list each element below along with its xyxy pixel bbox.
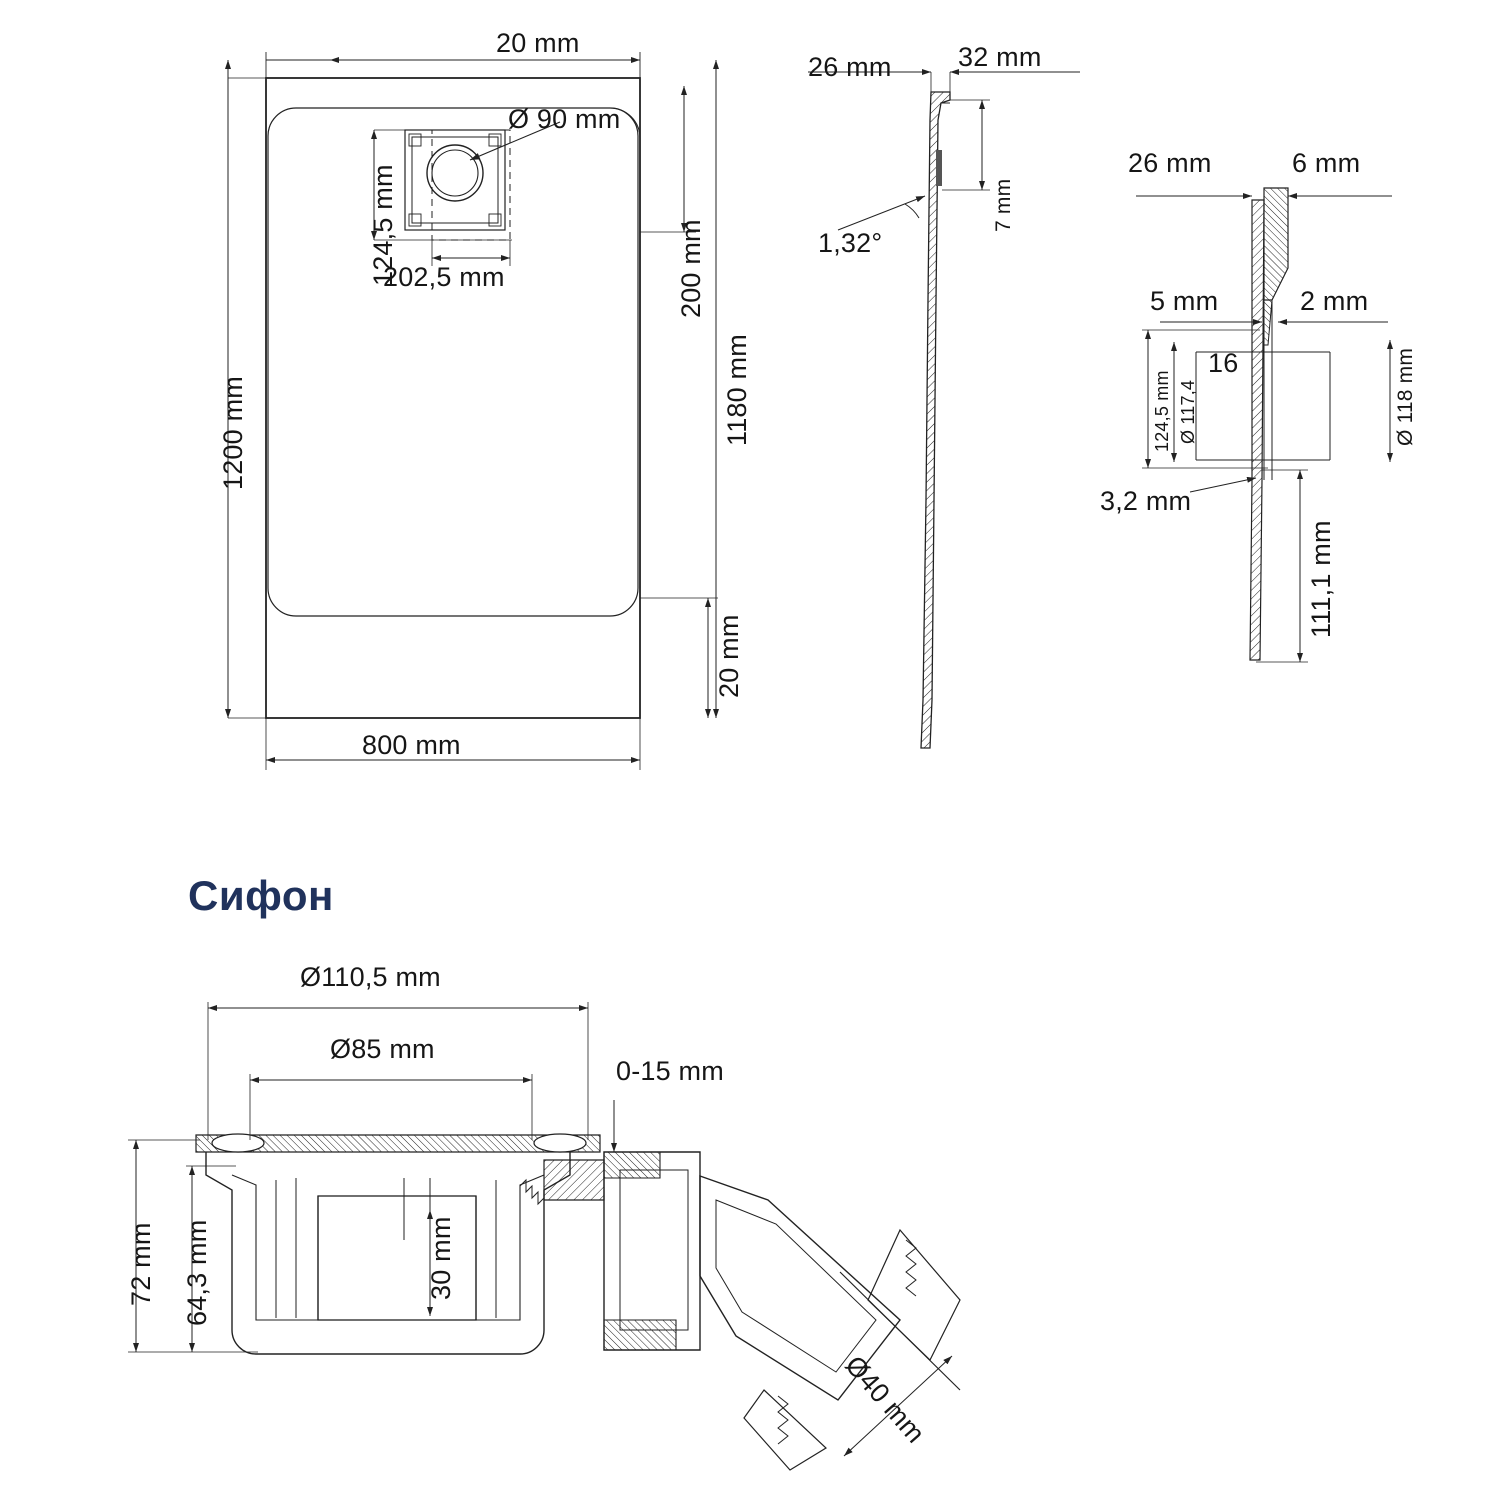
dim-detail-1245: 124,5 mm (1152, 370, 1172, 452)
dim-height-1180: 1180 mm (722, 334, 752, 446)
top-view-geometry (228, 52, 718, 770)
dim-drain-box-width-2025: 202,5 mm (383, 262, 505, 292)
dim-side-angle: 1,32° (818, 228, 883, 258)
dim-siphon-outlet-40: Ø40 mm (839, 1350, 931, 1449)
dim-drain-diameter-90: Ø 90 mm (508, 104, 621, 134)
dim-drain-box-height-1245: 124,5 mm (368, 164, 398, 286)
dim-detail-118: Ø 118 mm (1394, 347, 1417, 446)
dim-top-offset-20: 20 mm (496, 28, 580, 58)
dim-siphon-height-72: 72 mm (126, 1222, 156, 1306)
dim-detail-2: 2 mm (1300, 286, 1369, 316)
dim-detail-edge-26: 26 mm (1128, 148, 1212, 178)
dim-detail-edge-6: 6 mm (1292, 148, 1361, 178)
dim-height-1200: 1200 mm (218, 376, 248, 490)
dim-offset-200: 200 mm (676, 219, 706, 318)
side-section-geometry (808, 72, 1080, 748)
dim-detail-1111: 111,1 mm (1306, 520, 1336, 638)
siphon-geometry (128, 1002, 960, 1470)
dim-side-thickness-7: 7 mm (992, 178, 1015, 232)
dim-detail-117: Ø 117,4 (1178, 379, 1198, 444)
dim-detail-5: 5 mm (1150, 286, 1219, 316)
dim-detail-32: 3,2 mm (1100, 486, 1192, 516)
detail-section-geometry (1136, 188, 1392, 662)
dim-side-edge-26: 26 mm (808, 52, 892, 82)
dim-siphon-inner-height-30: 30 mm (426, 1216, 456, 1300)
dim-width-800: 800 mm (362, 730, 461, 760)
dim-siphon-inner-diameter: Ø85 mm (330, 1034, 435, 1064)
dim-detail-16: 16 (1208, 348, 1239, 378)
dim-side-edge-32: 32 mm (958, 42, 1042, 72)
dim-siphon-adjust-range: 0-15 mm (616, 1056, 724, 1086)
dim-siphon-height-643: 64,3 mm (182, 1219, 212, 1326)
section-title-siphon: Сифон (188, 872, 334, 919)
dim-siphon-outer-diameter: Ø110,5 mm (300, 962, 441, 992)
dim-offset-20: 20 mm (714, 614, 744, 698)
